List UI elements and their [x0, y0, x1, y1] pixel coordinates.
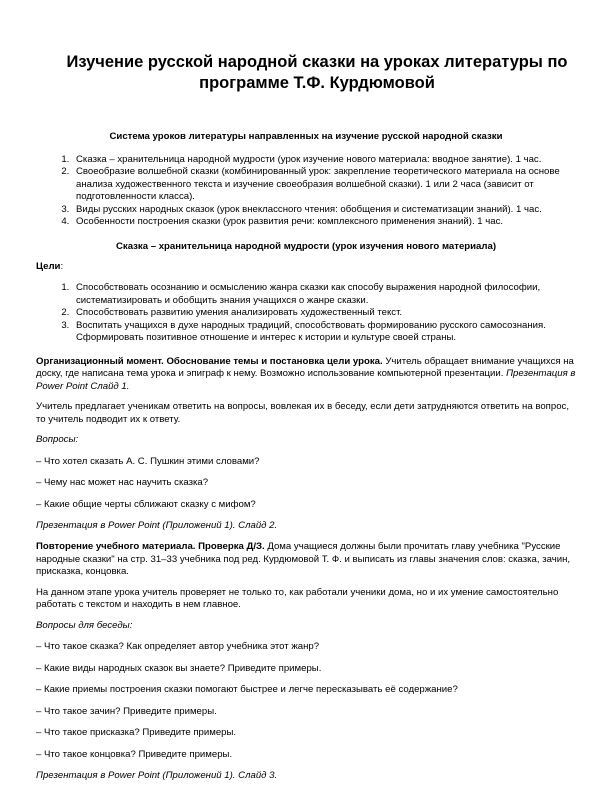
goals-label-colon: :: [60, 260, 64, 272]
lesson-heading: Сказка – хранительница народной мудрости (урок изучения нового материала): [115, 240, 497, 252]
question-item: – Какие приемы построения сказки помогают быстрее и легче пересказывать её содержание?: [36, 684, 458, 696]
list-item: 3. Виды русских народных сказок (урок внеклассного чтения: обобщения и систематизации знаний). 1 час.: [72, 204, 576, 216]
question-item: – Что хотел сказать А. С. Пушкин этими словами?: [36, 455, 260, 467]
list-item: 2. Своеобразие волшебной сказки (комбинированный урок: закрепление теоретического материала на основе анализа художественного текста и изучение своеобразия волшебной сказки). 1 или 2 часа (зависит от подготовленности класса).: [72, 166, 576, 203]
question-item: – Что такое сказка? Как определяет автор учебника этот жанр?: [36, 641, 320, 653]
question-item: – Какие виды народных сказок вы знаете? Приведите примеры.: [36, 662, 322, 674]
list-item: 1. Сказка – хранительница народной мудрости (урок изучение нового материала: вводное занятие). 1 час.: [72, 154, 576, 166]
question-item: – Что такое зачин? Приведите примеры.: [36, 705, 217, 717]
question-item: – Какие общие черты сближают сказку с мифом?: [36, 498, 256, 510]
question-item: – Что такое присказка? Приведите примеры.: [36, 727, 237, 739]
org-bold: Организационный момент. Обоснование темы и постановка цели урока.: [36, 355, 383, 367]
conversation-label: Вопросы для беседы:: [36, 619, 133, 631]
goals-label: [36, 261, 576, 273]
review-bold: Повторение учебного материала. Проверка Д/З.: [36, 541, 265, 553]
review-paragraph: [36, 541, 576, 578]
org-paragraph: [36, 356, 576, 393]
list-item: 1. Способствовать осознанию и осмыслению жанра сказки как способу выражения народной философии, систематизировать и обобщить знания учащихся о жанре сказки.: [72, 282, 576, 307]
list-item: 3. Воспитать учащихся в духе народных традиций, способствовать формированию русского самосознания. Сформировать позитивное отношение и интерес к истории и культуре своей страны.: [72, 320, 576, 345]
question-item: – Что такое концовка? Приведите примеры.: [36, 748, 233, 760]
teacher-paragraph: Учитель предлагает ученикам ответить на вопросы, вовлекая их в беседу, если дети затрудняются ответить на вопрос, то учитель подводит их к ответу.: [36, 401, 569, 425]
questions-label: Вопросы:: [36, 434, 79, 446]
list-item: 4. Особенности построения сказки (урок развития речи: комплексного применения знаний). 1 час.: [72, 216, 576, 228]
document-title: Изучение русской народной сказки на уроках литературы по программе Т.Ф. Курдюмовой: [66, 53, 568, 93]
org-text: Учитель обращает внимание учащихся на доску, где написана тема урока и эпиграф к нему. Возможно использование компьютерной презентации.: [36, 355, 574, 380]
list-item: 2. Способствовать развитию умения анализировать художественный текст.: [72, 307, 576, 319]
stage-paragraph: На данном этапе урока учитель проверяет не только то, как работали ученики дома, но и их умение самостоятельно работать с текстом и находить в нем главное.: [36, 586, 559, 611]
system-list: [36, 154, 576, 229]
goals-label-text: Цели: [36, 260, 61, 272]
question-item: – Чему нас может нас научить сказка?: [36, 477, 209, 489]
goals-list: [36, 282, 576, 344]
org-italic: Презентация в Power Point Слайд 1.: [36, 368, 576, 392]
review-text: Дома учащиеся должны были прочитать главу учебника "Русские народные сказки" на стр. 31–33 учебника под ред. Курдюмовой Т. Ф. и выписать из главы значения слов: сказка, зачин, присказка, концовка.: [36, 541, 571, 578]
system-heading: Система уроков литературы направленных на изучение русской народной сказки: [109, 131, 503, 143]
slide3-note: Презентация в Power Point (Приложений 1). Слайд 3.: [36, 770, 278, 782]
slide2-note: Презентация в Power Point (Приложений 1). Слайд 2.: [36, 520, 278, 531]
